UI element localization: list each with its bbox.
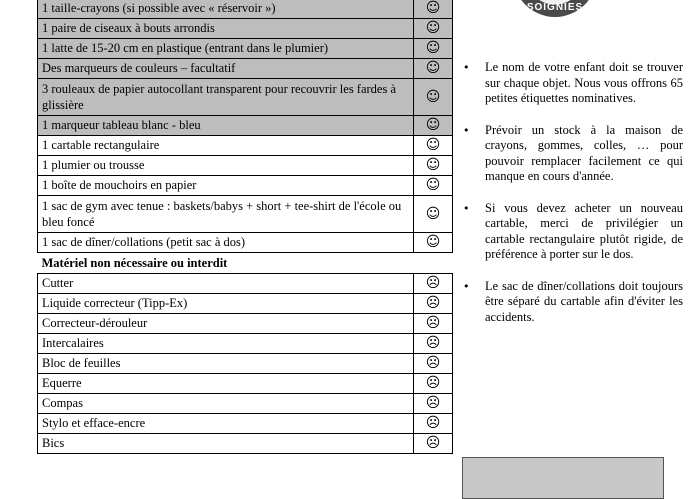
item-text: Matériel non nécessaire ou interdit: [38, 253, 453, 274]
note-item: [463, 201, 683, 263]
item-text: 1 taille-crayons (si possible avec « réservoir »): [38, 0, 414, 19]
item-text: Correcteur-dérouleur: [38, 314, 414, 334]
info-box: [462, 457, 664, 499]
item-text: Compas: [38, 394, 414, 414]
forbidden-item-row: [38, 374, 453, 394]
note-item: [463, 123, 683, 185]
required-item-row: [38, 136, 453, 156]
supply-table-body: [38, 0, 453, 454]
item-text: Cutter: [38, 274, 414, 294]
required-item-row: [38, 116, 453, 136]
smiley-icon: ☺: [414, 19, 453, 39]
school-logo: [505, 0, 605, 43]
forbidden-item-row: [38, 334, 453, 354]
required-item-row: [38, 39, 453, 59]
smiley-icon: ☺: [414, 196, 453, 233]
required-item-row: [38, 156, 453, 176]
frown-icon: ☹: [414, 354, 453, 374]
required-item-row: [38, 196, 453, 233]
logo-text: SOIGNIES: [526, 2, 584, 13]
frown-icon: ☹: [414, 294, 453, 314]
note-text: Prévoir un stock à la maison de crayons, gommes, colles, … pour pouvoir remplacer facilement ce qui manque en cours d'année.: [485, 122, 683, 183]
info-notes: [463, 60, 683, 341]
note-text: Si vous devez acheter un nouveau cartable, merci de privilégier un cartable rectangulaire plutôt rigide, de préférence à porter sur le dos.: [485, 200, 683, 261]
forbidden-item-row: [38, 414, 453, 434]
forbidden-item-row: [38, 314, 453, 334]
required-item-row: [38, 59, 453, 79]
bullet-icon: •: [463, 279, 470, 293]
required-item-row: [38, 233, 453, 253]
frown-icon: ☹: [414, 374, 453, 394]
frown-icon: ☹: [414, 414, 453, 434]
bullet-icon: •: [463, 123, 470, 137]
smiley-icon: ☺: [414, 233, 453, 253]
frown-icon: ☹: [414, 334, 453, 354]
item-text: 1 plumier ou trousse: [38, 156, 414, 176]
supply-table: [37, 0, 453, 454]
item-text: Liquide correcteur (Tipp-Ex): [38, 294, 414, 314]
smiley-icon: ☺: [414, 136, 453, 156]
smiley-icon: ☺: [414, 176, 453, 196]
required-item-row: [38, 0, 453, 19]
required-item-row: [38, 79, 453, 116]
item-text: Bloc de feuilles: [38, 354, 414, 374]
item-text: Des marqueurs de couleurs – facultatif: [38, 59, 414, 79]
item-text: 3 rouleaux de papier autocollant transparent pour recouvrir les fardes à glissière: [38, 79, 414, 116]
forbidden-item-row: [38, 434, 453, 454]
frown-icon: ☹: [414, 434, 453, 454]
forbidden-item-row: [38, 274, 453, 294]
smiley-icon: ☺: [414, 116, 453, 136]
smiley-icon: ☺: [414, 0, 453, 19]
item-text: 1 cartable rectangulaire: [38, 136, 414, 156]
forbidden-item-row: [38, 354, 453, 374]
item-text: Bics: [38, 434, 414, 454]
item-text: 1 boîte de mouchoirs en papier: [38, 176, 414, 196]
note-item: [463, 279, 683, 326]
item-text: 1 paire de ciseaux à bouts arrondis: [38, 19, 414, 39]
bullet-icon: •: [463, 201, 470, 215]
smiley-icon: ☺: [414, 79, 453, 116]
required-item-row: [38, 19, 453, 39]
note-item: [463, 60, 683, 107]
required-item-row: [38, 176, 453, 196]
item-text: Equerre: [38, 374, 414, 394]
frown-icon: ☹: [414, 394, 453, 414]
item-text: 1 sac de gym avec tenue : baskets/babys + short + tee-shirt de l'école ou bleu foncé: [38, 196, 414, 233]
smiley-icon: ☺: [414, 156, 453, 176]
frown-icon: ☹: [414, 314, 453, 334]
forbidden-item-row: [38, 394, 453, 414]
smiley-icon: ☺: [414, 39, 453, 59]
bullet-icon: •: [463, 61, 470, 74]
forbidden-section-header: [38, 253, 453, 274]
note-text: Le nom de votre enfant doit se trouver sur chaque objet. Nous vous offrons 65 petites étiquettes nominatives.: [485, 60, 683, 105]
forbidden-item-row: [38, 294, 453, 314]
note-text: Le sac de dîner/collations doit toujours être séparé du cartable afin d'éviter les accidents.: [485, 278, 683, 324]
item-text: 1 latte de 15-20 cm en plastique (entrant dans le plumier): [38, 39, 414, 59]
item-text: Intercalaires: [38, 334, 414, 354]
item-text: 1 marqueur tableau blanc - bleu: [38, 116, 414, 136]
frown-icon: ☹: [414, 274, 453, 294]
item-text: 1 sac de dîner/collations (petit sac à dos): [38, 233, 414, 253]
item-text: Stylo et efface-encre: [38, 414, 414, 434]
smiley-icon: ☺: [414, 59, 453, 79]
